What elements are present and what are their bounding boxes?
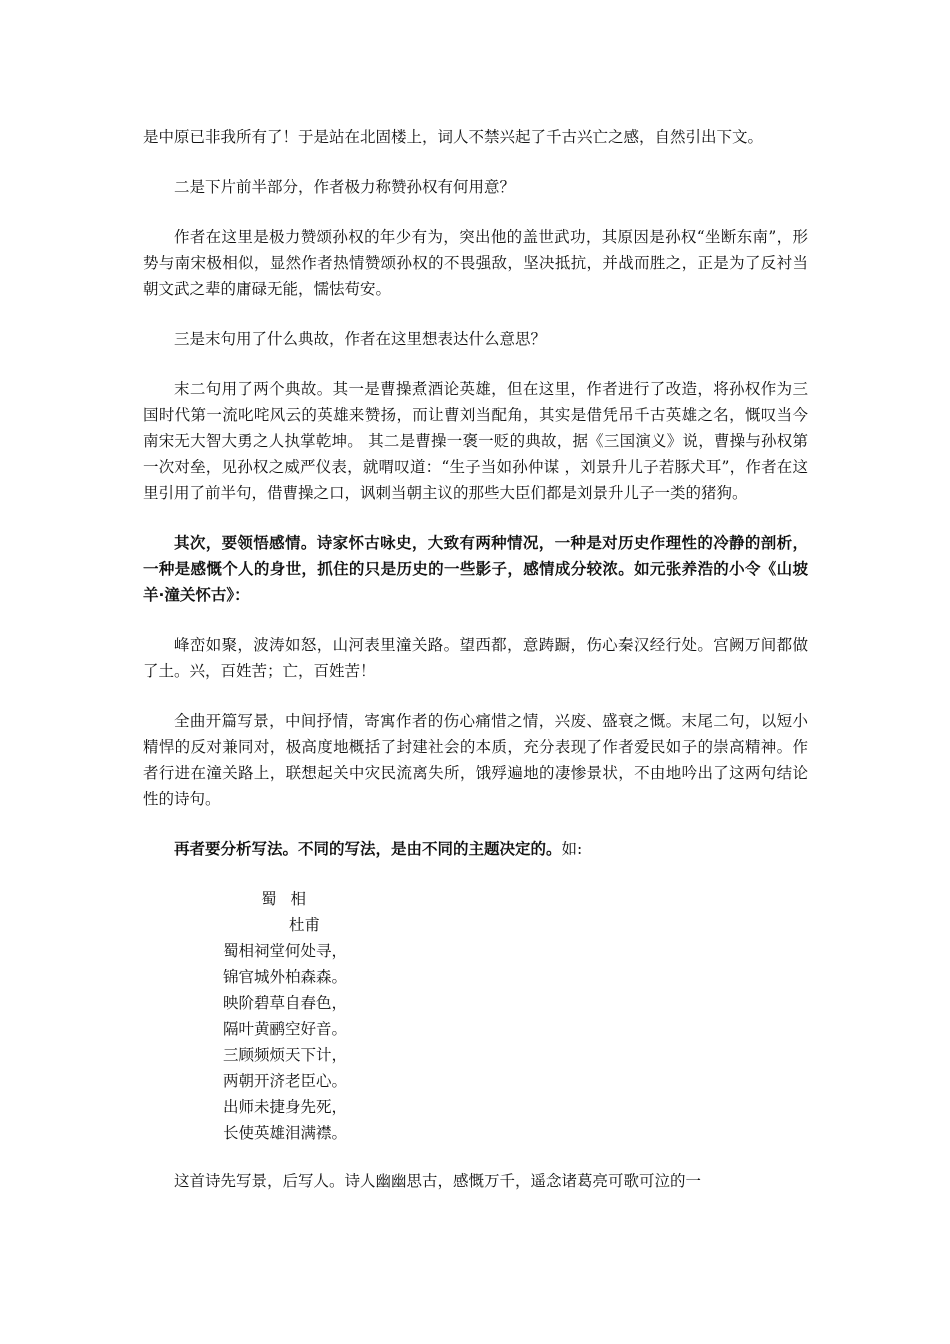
poem-line: 三顾频烦天下计， (223, 1046, 348, 1064)
poem-title: 蜀相 (261, 890, 321, 908)
section-emotion-heading: 其次，要领悟感情。诗家怀古咏史，大致有两种情况，一种是对历史作理性的冷静的剖析，一种是感慨个人的身世，抓住的只是历史的一些影子，感情成分较浓。如元张养浩的小令《山坡羊·潼关怀古》： (143, 534, 808, 604)
poem-line: 隔叶黄鹂空好音。 (223, 1020, 348, 1038)
quoted-song-text: 峰峦如聚，波涛如怒，山河表里潼关路。望西都，意踌蹰，伤心秦汉经行处。宫阙万间都做了土。兴，百姓苦；亡，百姓苦！ (143, 636, 808, 680)
poem-block (223, 886, 808, 1146)
song-analysis: 全曲开篇写景，中间抒情，寄寓作者的伤心痛惜之情，兴废、盛衰之慨。末尾二句，以短小精悍的反对兼同对，极高度地概括了封建社会的本质，充分表现了作者爱民如子的崇高精神。作者行进在潼关路上，联想起关中灾民流离失所，饿殍遍地的凄惨景状，不由地吟出了这两句结论性的诗句。 (143, 712, 808, 808)
poem-line: 映阶碧草自春色， (223, 994, 348, 1012)
document-body (143, 124, 808, 1194)
poem-author: 杜甫 (289, 916, 321, 934)
poem-line: 两朝开济老臣心。 (223, 1072, 348, 1090)
section-technique-bold: 再者要分析写法。不同的写法，是由不同的主题决定的。 (174, 840, 562, 858)
paragraph-continuation: 是中原已非我所有了！于是站在北固楼上，词人不禁兴起了千古兴亡之感，自然引出下文。 (143, 128, 764, 146)
section-technique-heading (143, 836, 808, 862)
poem-line: 蜀相祠堂何处寻， (223, 942, 348, 960)
answer-two: 作者在这里是极力赞颂孙权的年少有为，突出他的盖世武功，其原因是孙权“坐断东南”，形势与南宋极相似，显然作者热情赞颂孙权的不畏强敌，坚决抵抗，并战而胜之，正是为了反衬当朝文武之辈的庸碌无能，懦怯苟安。 (143, 228, 808, 298)
poem-analysis: 这首诗先写景，后写人。诗人幽幽思古，感慨万千，遥念诸葛亮可歌可泣的一 (174, 1172, 702, 1190)
question-three: 三是末句用了什么典故，作者在这里想表达什么意思？ (174, 330, 547, 348)
poem-line: 出师未捷身先死， (223, 1098, 348, 1116)
section-technique-tail: 如: (561, 840, 583, 858)
question-two: 二是下片前半部分，作者极力称赞孙权有何用意？ (174, 178, 516, 196)
answer-three: 末二句用了两个典故。其一是曹操煮酒论英雄，但在这里，作者进行了改造，将孙权作为三国时代第一流叱咤风云的英雄来赞扬，而让曹刘当配角，其实是借凭吊千古英雄之名，慨叹当今南宋无大智大勇之人执掌乾坤。 其二是曹操一褒一贬的典故，据《三国演义》说，曹操与孙权第一次对垒，见孙权之威严仪表，就喟叹道：“生子当如孙仲谋 ，刘景升儿子若豚犬耳”，作者在这里引用了前半句，借曹操之口，讽刺当朝主议的那些大臣们都是刘景升儿子一类的猪狗。 (143, 380, 808, 502)
poem-line: 锦官城外柏森森。 (223, 968, 348, 986)
poem-line: 长使英雄泪满襟。 (223, 1124, 348, 1142)
